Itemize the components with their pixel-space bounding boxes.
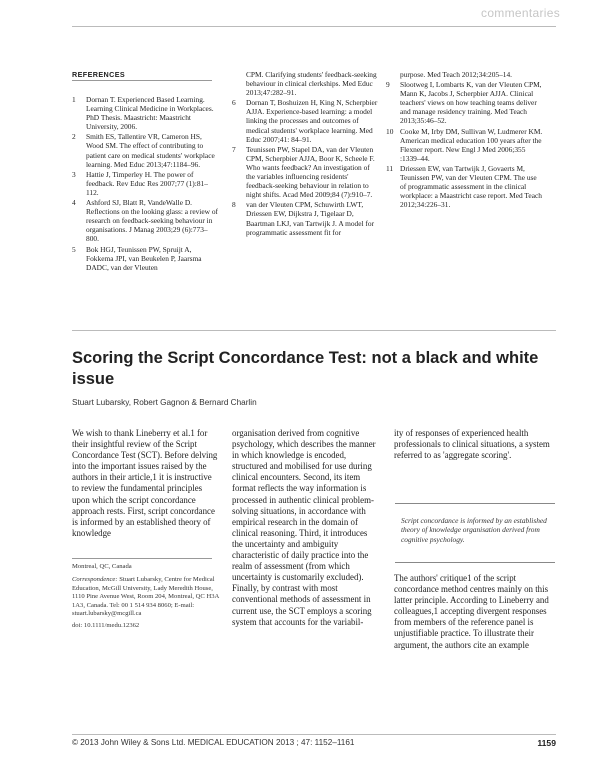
header-rule xyxy=(72,26,556,27)
affiliation-block xyxy=(72,563,222,631)
reference-item: 1 Dornan T. Experienced Based Learning. Learning Clinical Medicine in Workplaces. PhD Thesis. Maastricht: Maastricht University, 2006. xyxy=(72,95,214,132)
article-authors: Stuart Lubarsky, Robert Gagnon & Bernard Charlin xyxy=(72,398,257,407)
section-divider xyxy=(72,330,556,331)
body-column-1: We wish to thank Lineberry et al.1 for their insightful review of the Script Concordance Test (SCT). Before delving into the important issues raised by the authors in their article,1 it is instructive to review the fundamental principles upon which the script concordance approach rests. First, script concordance is informed by an established theory of knowledge xyxy=(72,428,218,538)
references-column-3 xyxy=(386,70,544,210)
references-rule xyxy=(72,80,212,81)
page-number: 1159 xyxy=(537,738,556,748)
footer-rule xyxy=(72,734,556,735)
references-column-2 xyxy=(232,70,378,238)
footer-copyright: © 2013 John Wiley & Sons Ltd. MEDICAL EDUCATION 2013 ; 47: 1152–1161 xyxy=(72,738,355,747)
reference-item: 5 Bok HGJ, Teunissen PW, Spruijt A, Fokkema JPI, van Beukelen P, Jaarsma DADC, van der Vleuten xyxy=(72,244,202,272)
reference-item: 6 Dornan T, Boshuizen H, King N, Scherpbier AJJA. Experience-based learning: a model linking the processes and outcomes of medical students' workplace learning. Med Educ 2007;41: 84–91. xyxy=(232,98,378,144)
body-column-2: organisation derived from cognitive psychology, which describes the manner in which knowledge is encoded, structured and mobilised for use during clinical encounters. Second, its item format reflects the way information is processed in authentic clinical problem-solving situations, in accordance with empirical research in the domain of clinical reasoning. Third, it introduces the uncertainty and ambiguity characteristic of daily practice into the realm of assessment (from which uncertainty is customarily excluded). Finally, by contrast with most conventional methods of assessment in current use, the SCT employs a scoring system that accounts for the variabil- xyxy=(232,428,376,627)
affiliation-location: Montreal, QC, Canada xyxy=(72,563,132,570)
section-header: commentaries xyxy=(481,6,560,20)
reference-item: 2 Smith ES, Tallentire VR, Cameron HS, Wood SM. The effect of contributing to patient care on medical students' workplace learning. Med Educ 2013;47:1184–96. xyxy=(72,132,215,169)
reference-continuation: CPM. Clarifying students' feedback-seeking behaviour in clinical clerkships. Med Educ 2013;47:282–91. xyxy=(246,70,377,98)
reference-item: 9 Slootweg I, Lombarts K, van der Vleuten CPM, Mann K, Jacobs J, Scherpbier AJJA. Clinical teachers' views on how teaching teams deliver and manage residency training. Med Teach 2013;35:46–52. xyxy=(386,80,542,126)
article-title: Scoring the Script Concordance Test: not a black and white issue xyxy=(72,349,539,388)
reference-item: 11 Driessen EW, van Tartwijk J, Govaerts M, Teunissen PW, van der Vleuten CPM. The use of programmatic assessment in the clinical workplace: a Maastricht case report. Med Teach 2012;34:226–31. xyxy=(386,163,542,210)
references-heading: REFERENCES xyxy=(72,70,126,79)
reference-item: 7 Teunissen PW, Stapel DA, van der Vleuten CPM, Scherpbier AJJA, Boor K, Scheele F. Who wants feedback? An investigation of the variables influencing residents' feedback-seeking behaviour in relation to night shifts. Acad Med 2009;84 (7):910–7. xyxy=(232,144,375,200)
references-column-1 xyxy=(72,95,218,273)
reference-item: 10 Cooke M, Irby DM, Sullivan W, Ludmerer KM. American medical education 100 years after the Flexner report. New Engl J Med 2006;355 :1339–44. xyxy=(386,126,543,163)
correspondence: Correspondence: Stuart Lubarsky, Centre for Medical Education, McGill University, Lady Meredith House, 1110 Pine Avenue West, Room 204, Montreal, QC H3A 1A3, Canada. Tel: 00 1 514 934 8060; E-mail: stuart.lubarsky@mcgill.ca xyxy=(72,576,219,618)
affiliation-rule xyxy=(72,558,212,559)
reference-item: 3 Hattie J, Timperley H. The power of feedback. Rev Educ Res 2007;77 (1):81–112. xyxy=(72,169,208,197)
reference-item: 4 Ashford SJ, Blatt R, VandeWalle D. Reflections on the looking glass: a review of research on feedback-seeking behaviour in organisations. J Manag 2003;29 (6):773–800. xyxy=(72,198,218,244)
doi: doi: 10.1111/medu.12362 xyxy=(72,622,140,630)
reference-item: 8 van der Vleuten CPM, Schuwirth LWT, Driessen EW, Dijkstra J, Tigelaar D, Baartman LKJ, van Tartwijk J. A model for programmatic assessment fit for xyxy=(232,200,375,237)
body-column-3-bottom: The authors' critique1 of the script concordance method centres mainly on this latter principle. According to Lineberry and colleagues,1 accepting divergent responses from members of the reference panel is unjustifiable practice. To illustrate their argument, the authors cite an example xyxy=(394,573,549,650)
reference-continuation: purpose. Med Teach 2012;34:205–14. xyxy=(400,70,513,79)
body-column-3-top: ity of responses of experienced health professionals to clinical situations, a system referred to as 'aggregate scoring'. xyxy=(394,428,550,461)
pull-quote: Script concordance is informed by an established theory of knowledge organisation derived from cognitive psychology. xyxy=(395,503,555,563)
